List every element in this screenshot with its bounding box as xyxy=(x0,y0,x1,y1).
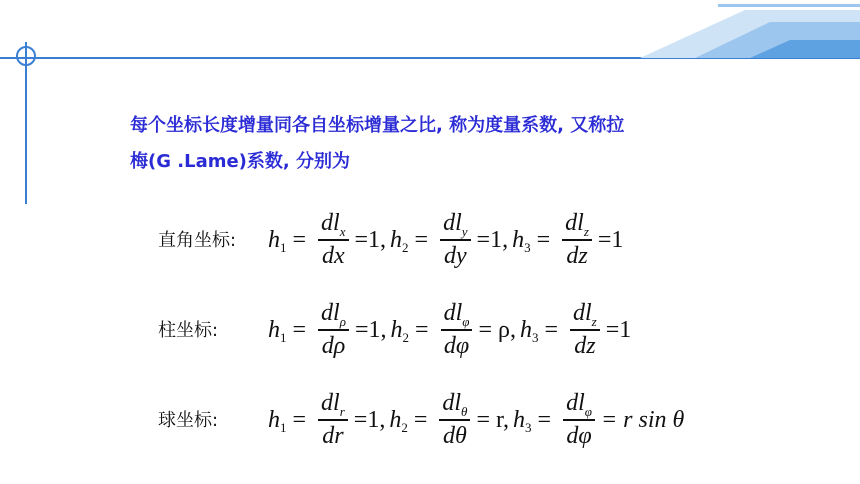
denominator: dr xyxy=(322,422,344,449)
h-subscript: 2 xyxy=(402,240,409,255)
result: = r sin θ xyxy=(600,406,685,433)
h-subscript: 3 xyxy=(525,420,532,435)
numerator-subscript: z xyxy=(583,224,589,240)
fraction xyxy=(441,300,473,360)
intro-line-1: 每个坐标长度增量同各自坐标增量之比, 称为度量系数, 又称拉 xyxy=(130,115,625,136)
row-cartesian xyxy=(0,200,860,280)
h-subscript: 1 xyxy=(280,330,287,345)
numerator: dl xyxy=(442,390,462,417)
h-subscript: 1 xyxy=(280,240,287,255)
h-subscript: 1 xyxy=(280,420,287,435)
numerator: dl xyxy=(443,300,463,327)
numerator: dl xyxy=(321,300,340,327)
numerator-subscript: r xyxy=(339,404,345,420)
denominator: dφ xyxy=(566,422,592,449)
intro-line-2: 梅(G .Lame)系数, 分别为 xyxy=(130,151,351,172)
denominator: dρ xyxy=(321,332,346,359)
h-symbol: h xyxy=(389,406,402,433)
ring-ornament xyxy=(16,46,36,66)
numerator-subscript: ρ xyxy=(339,314,346,330)
fraction xyxy=(563,390,595,450)
h-subscript: 3 xyxy=(531,330,539,345)
h-subscript: 3 xyxy=(524,240,531,255)
numerator-subscript: z xyxy=(591,314,597,330)
result: =1 xyxy=(605,316,632,343)
h-symbol: h xyxy=(268,316,280,343)
result: =1, xyxy=(354,316,387,343)
intro-paragraph xyxy=(130,108,770,180)
h-subscript: 2 xyxy=(402,330,410,345)
denominator: dφ xyxy=(443,332,470,359)
h-subscript: 2 xyxy=(401,420,408,435)
numerator-subscript: φ xyxy=(462,314,470,330)
row-label: 直角坐标: xyxy=(158,230,237,251)
fraction xyxy=(570,300,600,360)
side-rule xyxy=(25,42,27,204)
row-spherical xyxy=(0,380,860,460)
numerator: dl xyxy=(321,390,340,417)
h-symbol: h xyxy=(512,226,525,253)
numerator-subscript: φ xyxy=(584,404,592,420)
fraction xyxy=(318,300,349,360)
numerator: dl xyxy=(565,210,584,237)
denominator: dθ xyxy=(443,422,467,449)
h-symbol: h xyxy=(268,226,280,253)
fraction xyxy=(562,210,592,270)
formula: h 1 = $\frac{dl_r}{dr}$ =1, h 2 = $\frac{dl_\theta}{d\theta}$ = r, h 3 = $\frac{dl_\varphi}{d\varphi}$ = r sin θ xyxy=(268,390,685,449)
corner-ornament xyxy=(600,0,860,58)
fraction xyxy=(439,390,470,450)
h-symbol: h xyxy=(390,226,403,253)
numerator-subscript: θ xyxy=(461,404,468,420)
numerator: dl xyxy=(566,390,585,417)
denominator: dy xyxy=(443,242,467,269)
result: =1 xyxy=(597,226,624,253)
numerator-subscript: y xyxy=(461,224,468,240)
h-symbol: h xyxy=(390,316,403,343)
fraction xyxy=(318,210,348,270)
numerator: dl xyxy=(321,210,340,237)
result: =1, xyxy=(353,406,386,433)
row-cylindrical xyxy=(0,290,860,370)
fraction xyxy=(440,210,470,270)
numerator: dl xyxy=(443,210,462,237)
row-label: 球坐标: xyxy=(158,410,219,431)
denominator: dz xyxy=(574,332,596,359)
result: =1, xyxy=(354,226,387,253)
result: =1, xyxy=(476,226,509,253)
denominator: dx xyxy=(321,242,345,269)
h-symbol: h xyxy=(513,406,526,433)
h-symbol: h xyxy=(519,316,532,343)
row-label: 柱坐标: xyxy=(158,320,219,341)
formula: h 1 = $\frac{dl_x}{dx}$ =1, h 2 = $\frac{dl_y}{dy}$ =1, h 3 = $\frac{dl_z}{dz}$ =1 xyxy=(268,210,624,269)
denominator: dz xyxy=(566,242,588,269)
fraction xyxy=(318,390,348,450)
numerator-subscript: x xyxy=(339,224,346,240)
result: = ρ, xyxy=(478,316,516,343)
formula: h 1 = $\frac{dl_\rho}{d\rho}$ =1, h 2 = $\frac{dl_\varphi}{d\varphi}$ = ρ, h 3 = $\frac{dl_z}{dz}$ =1 xyxy=(268,300,632,359)
result: = r, xyxy=(476,406,510,433)
numerator: dl xyxy=(573,300,592,327)
h-symbol: h xyxy=(268,406,280,433)
